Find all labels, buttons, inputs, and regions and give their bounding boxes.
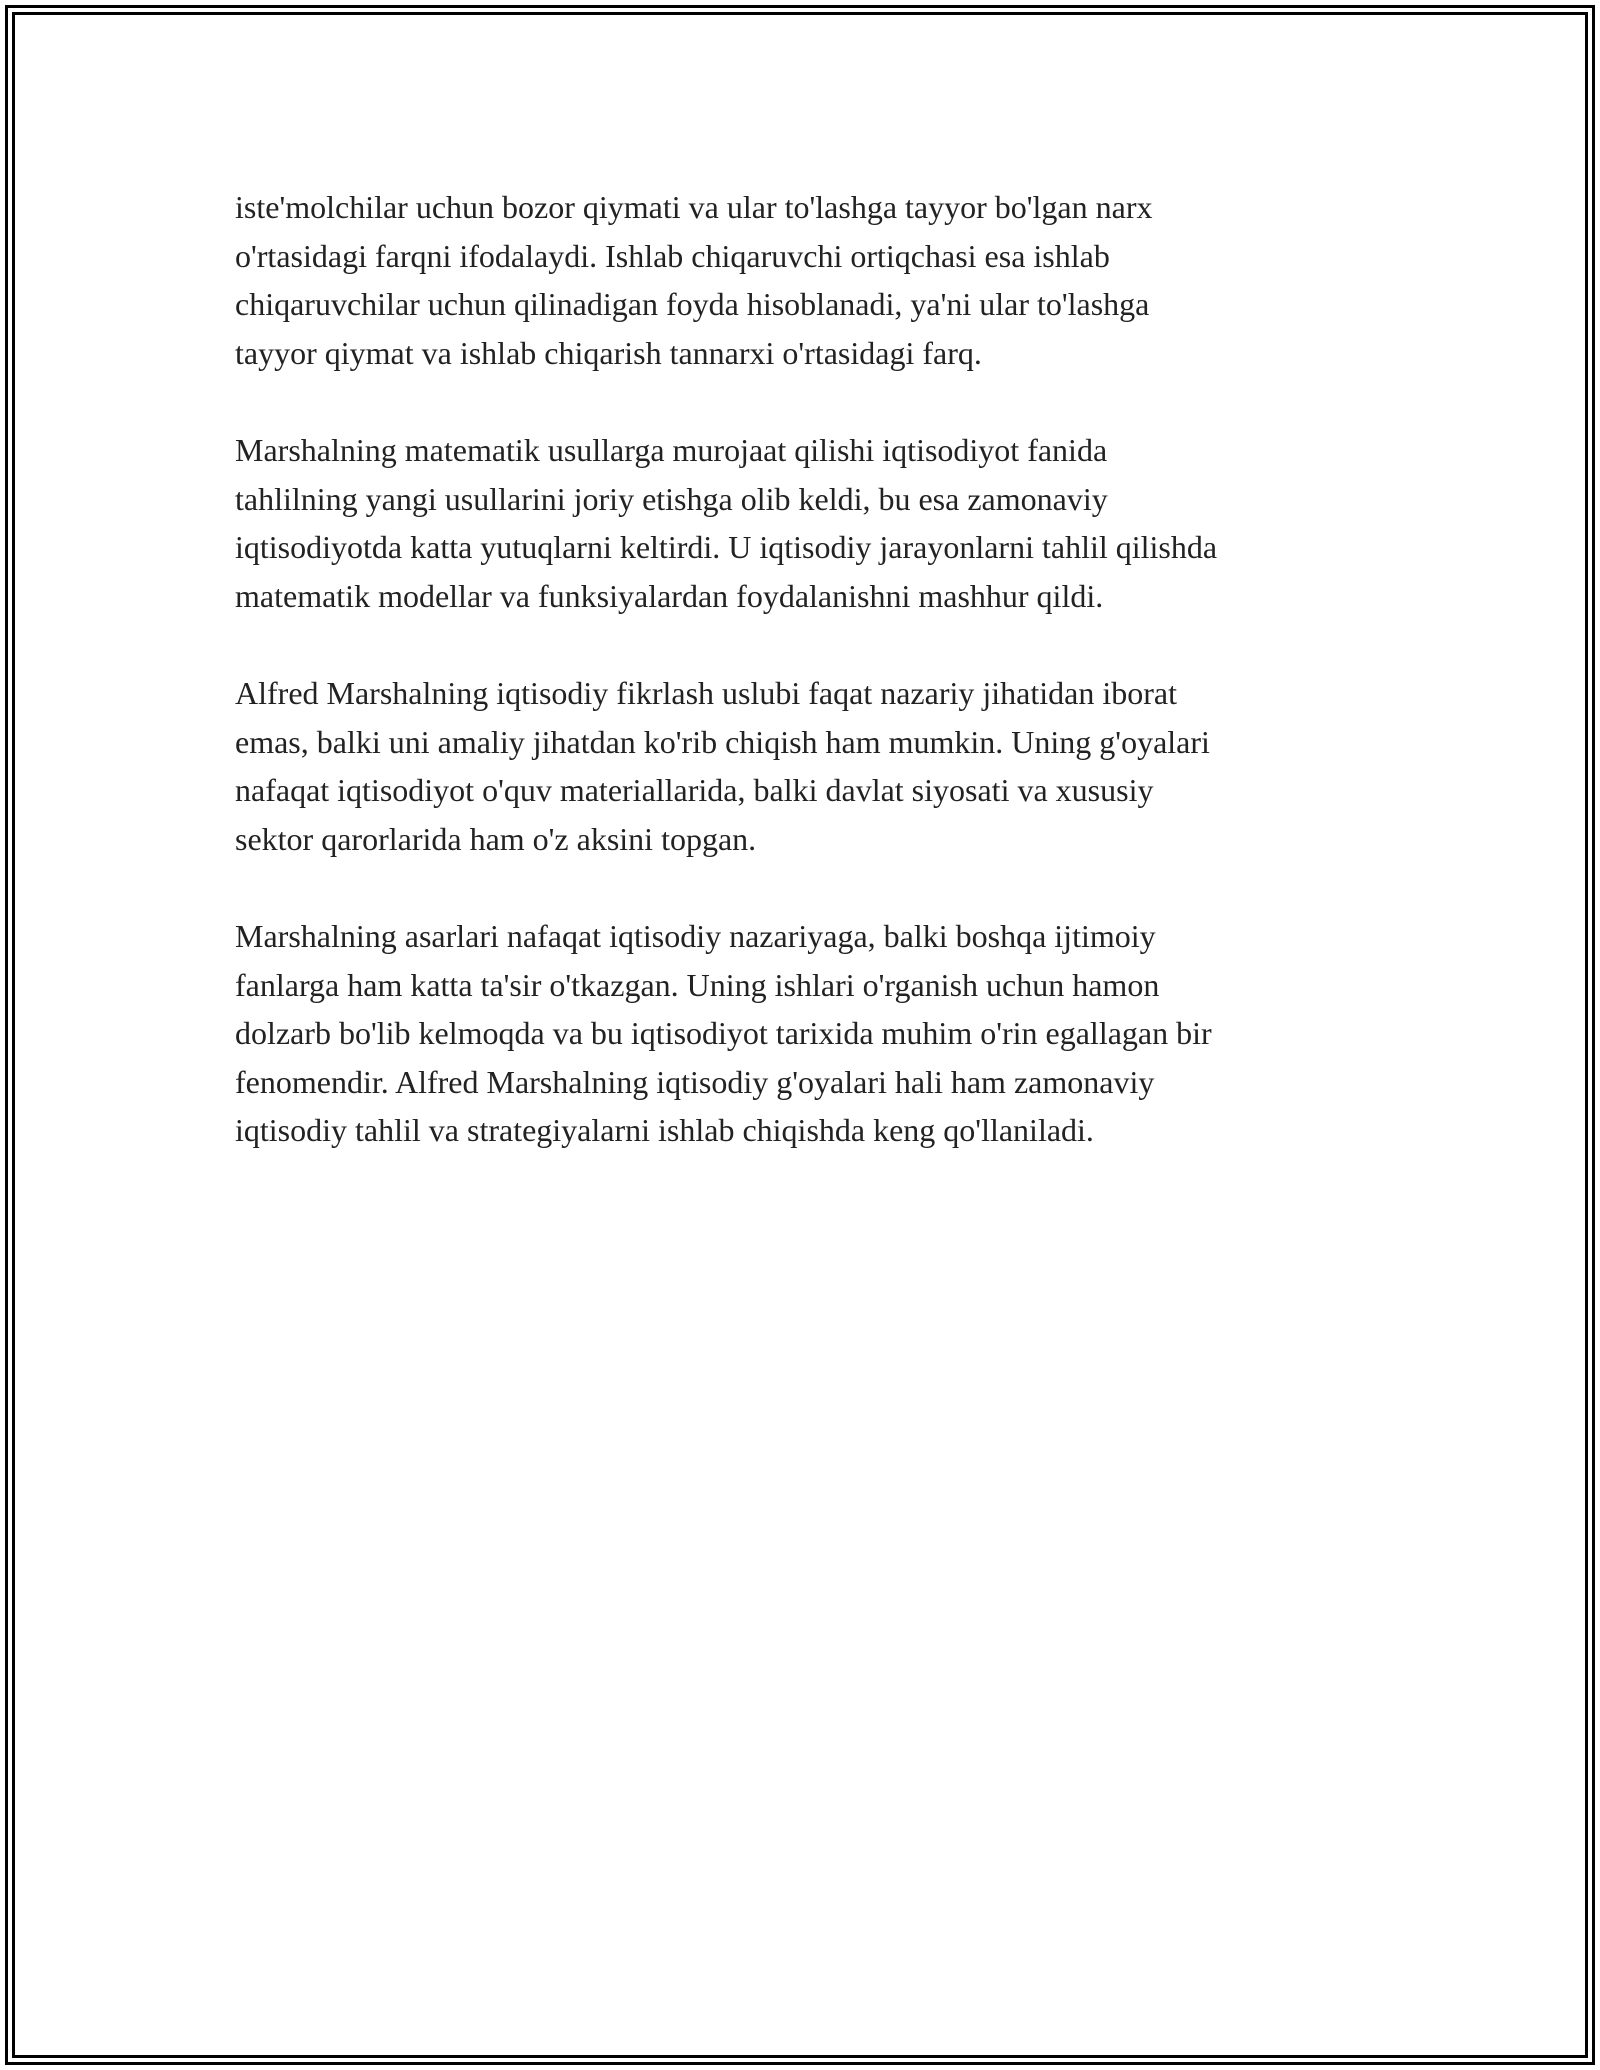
text-line: fenomendir. Alfred Marshalning iqtisodiy g'oyalari hali ham zamonaviy — [235, 1063, 1155, 1100]
paragraph-1 — [235, 183, 1375, 377]
paragraph-3 — [235, 669, 1375, 863]
text-line: sektor qarorlarida ham o'z aksini topgan. — [235, 820, 757, 857]
text-line: dolzarb bo'lib kelmoqda va bu iqtisodiyot tarixida muhim o'rin egallagan bir — [235, 1015, 1212, 1051]
text-line: Marshalning asarlari nafaqat iqtisodiy nazariyaga, balki boshqa ijtimoiy — [235, 918, 1156, 954]
text-line: o'rtasidagi farqni ifodalaydi. Ishlab chiqaruvchi ortiqchasi esa ishlab — [235, 237, 1110, 274]
text-line: iqtisodiy tahlil va strategiyalarni ishlab chiqishda keng qo'llaniladi. — [235, 1112, 1094, 1148]
text-line: tahlilning yangi usullarini joriy etishga olib keldi, bu esa zamonaviy — [235, 480, 1108, 517]
text-line: Marshalning matematik usullarga murojaat qilishi iqtisodiyot fanida — [235, 432, 1108, 468]
text-line: chiqaruvchilar uchun qilinadigan foyda hisoblanadi, ya'ni ular to'lashga — [235, 286, 1150, 322]
text-line: fanlarga ham katta ta'sir o'tkazgan. Uning ishlari o'rganish uchun hamon — [235, 966, 1160, 1003]
text-line: matematik modellar va funksiyalardan foydalanishni mashhur qildi. — [235, 577, 1104, 614]
text-line: iqtisodiyotda katta yutuqlarni keltirdi. U iqtisodiy jarayonlarni tahlil qilishda — [235, 529, 1218, 565]
text-line: iste'molchilar uchun bozor qiymati va ular to'lashga tayyor bo'lgan narx — [235, 189, 1153, 225]
text-line: nafaqat iqtisodiyot o'quv materiallarida, balki davlat siyosati va xususiy — [235, 772, 1154, 808]
paragraph-4 — [235, 912, 1375, 1155]
text-line: emas, balki uni amaliy jihatdan ko'rib chiqish ham mumkin. Uning g'oyalari — [235, 723, 1210, 760]
text-line: tayyor qiymat va ishlab chiqarish tannarxi o'rtasidagi farq. — [235, 334, 982, 371]
text-line: Alfred Marshalning iqtisodiy fikrlash uslubi faqat nazariy jihatidan iborat — [235, 675, 1177, 711]
document-body — [235, 183, 1375, 1204]
paragraph-2 — [235, 426, 1375, 620]
